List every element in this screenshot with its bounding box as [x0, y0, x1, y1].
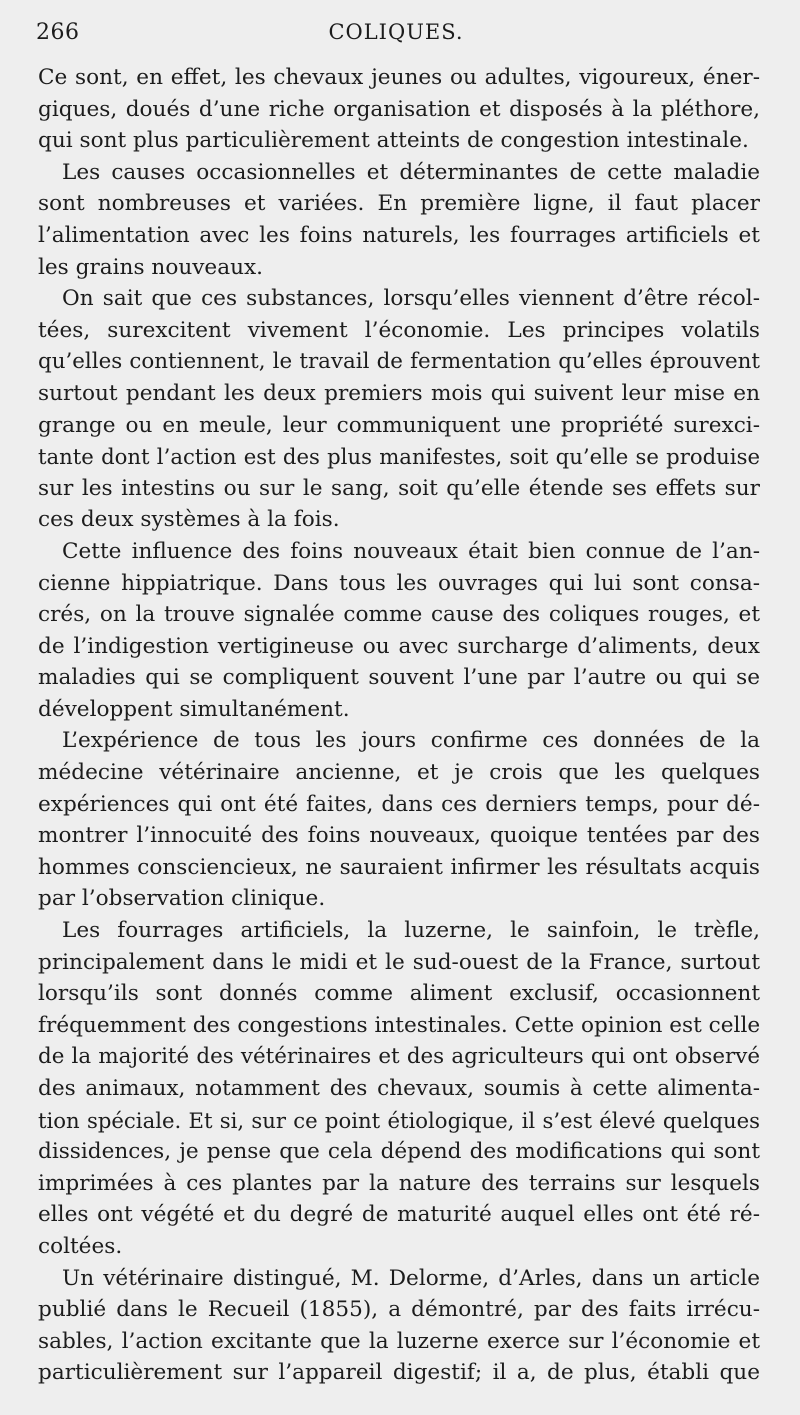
page-header [36, 20, 756, 50]
text-line: elles ont végété et du degré de maturité auquel elles ont été ré- [38, 1202, 760, 1228]
text-line: publié dans le Recueil (1855), a démontré, par des faits irrécu- [38, 1297, 760, 1323]
text-line: coltées. [38, 1233, 123, 1259]
text-line: de l’indigestion vertigineuse ou avec surcharge d’aliments, deux [38, 633, 760, 659]
page-number: 266 [36, 20, 80, 45]
text-line: des animaux, notamment des chevaux, soumis à cette alimenta- [38, 1076, 760, 1101]
text-line: les grains nouveaux. [38, 254, 264, 280]
text-line: hommes consciencieux, ne sauraient infirmer les résultats acquis [38, 854, 760, 880]
text-line: qu’elles contiennent, le travail de fermentation qu’elles éprouvent [38, 349, 760, 375]
body-text [38, 62, 760, 1389]
text-line: tante dont l’action est des plus manifestes, soit qu’elle se produise [38, 444, 760, 470]
text-line: Un vétérinaire distingué, M. Delorme, d’Arles, dans un article [62, 1265, 760, 1291]
text-line: tion spéciale. Et si, sur ce point étiologique, il s’est élevé quelques [38, 1107, 760, 1133]
text-line: dissidences, je pense que cela dépend des modifications qui sont [38, 1139, 760, 1165]
text-line: lorsqu’ils sont donnés comme aliment exclusif, occasionnent [38, 981, 760, 1007]
text-line: surtout pendant les deux premiers mois qui suivent leur mise en [38, 380, 760, 406]
text-line: par l’observation clinique. [38, 886, 326, 912]
text-line: sur les intestins ou sur le sang, soit qu’elle étende ses effets sur [38, 475, 760, 501]
text-line: imprimées à ces plantes par la nature des terrains sur lesquels [38, 1170, 760, 1196]
text-line: médecine vétérinaire ancienne, et je crois que les quelques [38, 760, 760, 786]
running-title: COLIQUES. [328, 20, 464, 44]
text-line: tées, surexcitent vivement l’économie. Les principes volatils [38, 317, 760, 343]
text-line: particulièrement sur l’appareil digestif; il a, de plus, établi que [38, 1360, 760, 1386]
text-line: développent simultanément. [38, 696, 350, 722]
text-line: l’alimentation avec les foins naturels, les fourrages artificiels et [38, 222, 760, 248]
text-line: crés, on la trouve signalée comme cause des coliques rouges, et [38, 602, 760, 628]
text-line: On sait que ces substances, lorsqu’elles viennent d’être récol- [62, 286, 760, 312]
text-line: de la majorité des vétérinaires et des agriculteurs qui ont observé [38, 1044, 760, 1070]
text-line: L’expérience de tous les jours confirme ces données de la [62, 728, 760, 754]
text-line: fréquemment des congestions intestinales. Cette opinion est celle [38, 1012, 761, 1038]
text-line: Ce sont, en effet, les chevaux jeunes ou adultes, vigoureux, éner- [38, 65, 760, 90]
text-line: montrer l’innocuité des foins nouveaux, quoique tentées par des [38, 823, 760, 849]
text-line: expériences qui ont été faites, dans ces derniers temps, pour dé- [38, 791, 760, 817]
text-line: maladies qui se compliquent souvent l’une par l’autre ou qui se [38, 665, 760, 691]
text-line: ces deux systèmes à la fois. [38, 507, 340, 533]
text-line: Les fourrages artificiels, la luzerne, le sainfoin, le trèfle, [62, 918, 760, 944]
text-line: cienne hippiatrique. Dans tous les ouvrages qui lui sont consa- [38, 570, 760, 596]
text-line: principalement dans le midi et le sud-ouest de la France, surtout [38, 949, 760, 975]
text-line: sont nombreuses et variées. En première ligne, il faut placer [38, 191, 760, 217]
text-line: sables, l’action excitante que la luzerne exerce sur l’économie et [38, 1328, 760, 1354]
text-line: qui sont plus particulièrement atteints de congestion intestinale. [38, 128, 749, 154]
text-line: grange ou en meule, leur communiquent une propriété surexci- [38, 412, 760, 438]
text-line: giques, doués d’une riche organisation et disposés à la pléthore, [38, 96, 760, 122]
text-line: Cette influence des foins nouveaux était bien connue de l’an- [62, 538, 760, 564]
text-line: Les causes occasionnelles et déterminantes de cette maladie [62, 159, 760, 185]
